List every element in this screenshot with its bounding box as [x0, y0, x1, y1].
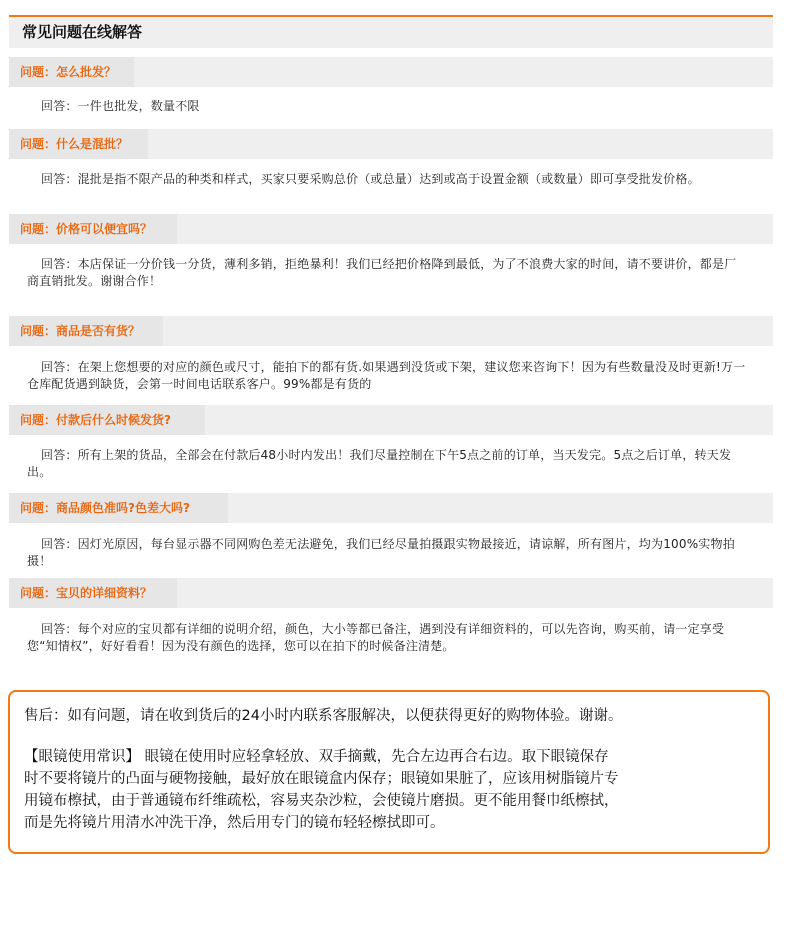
faq-answer: 回答：一件也批发，数量不限: [41, 99, 200, 113]
faq-question: 问题：怎么批发？: [20, 65, 117, 79]
faq-question-bar: [9, 214, 773, 244]
faq-question: 问题：商品是否有货？: [20, 324, 141, 338]
faq-question-bar: [9, 405, 773, 435]
faq-question-bar: [9, 129, 773, 159]
faq-answer: 回答：本店保证一分价钱一分货，薄利多销，拒绝暴利！我们已经把价格降到最低，为了不浪费大家的时间，请不要讲价，都是厂商直销批发。谢谢合作！: [27, 257, 737, 288]
faq-answer: 回答：因灯光原因，每台显示器不同网购色差无法避免，我们已经尽量拍摄跟实物最接近，请谅解，所有图片，均为100%实物拍摄！: [27, 537, 735, 568]
faq-question-bar: [9, 493, 773, 523]
faq-answer: 回答：在架上您想要的对应的颜色或尺寸，能拍下的都有货.如果遇到没货或下架，建议您来咨询下！因为有些数量没及时更新!万一仓库配货遇到缺货，会第一时间电话联系客户。99%都是有货的: [27, 360, 746, 391]
faq-answer: 回答：混批是指不限产品的种类和样式，买家只要采购总价（或总量）达到或高于设置金额（或数量）即可享受批发价格。: [41, 172, 700, 186]
glasses-care-text-2: 时不要将镜片的凸面与硬物接触，最好放在眼镜盒内保存；眼镜如果脏了，应该用树脂镜片专: [24, 771, 619, 787]
faq-question-bar: [9, 578, 773, 608]
after-sale-text: 售后：如有问题，请在收到货后的24小时内联系客服解决，以便获得更好的购物体验。谢谢。: [24, 708, 623, 724]
glasses-care-text-4: 而是先将镜片用清水冲洗干净，然后用专门的镜布轻轻檫拭即可。: [24, 815, 445, 831]
glasses-care-text-1: 【眼镜使用常识】 眼镜在使用时应轻拿轻放、双手摘戴，先合左边再合右边。取下眼镜保存: [24, 749, 609, 765]
faq-question: 问题：宝贝的详细资料？: [20, 586, 153, 600]
faq-answer: 回答：每个对应的宝贝都有详细的说明介绍，颜色，大小等都已备注，遇到没有详细资料的，可以先咨询，购买前，请一定享受您“知情权”，好好看看！因为没有颜色的选择，您可以在拍下的时候备注清楚。: [27, 622, 725, 653]
faq-question: 问题：价格可以便宜吗？: [20, 222, 153, 236]
faq-question: 问题：什么是混批？: [20, 137, 129, 151]
faq-section: [9, 15, 773, 48]
glasses-care-text-3: 用镜布檫拭，由于普通镜布纤维疏松，容易夹杂沙粒，会使镜片磨损。更不能用餐巾纸檫拭，: [24, 793, 619, 809]
faq-question-bar: [9, 57, 773, 87]
faq-question: 问题：付款后什么时候发货?: [20, 413, 171, 427]
faq-question-bar: [9, 316, 773, 346]
faq-answer: 回答：所有上架的货品，全部会在付款后48小时内发出！我们尽量控制在下午5点之前的订单，当天发完。5点之后订单，转天发出。: [27, 448, 732, 479]
faq-question: 问题：商品颜色准吗?色差大吗?: [20, 501, 190, 515]
after-sale-box: [8, 690, 770, 854]
section-title: 常见问题在线解答: [9, 15, 773, 48]
